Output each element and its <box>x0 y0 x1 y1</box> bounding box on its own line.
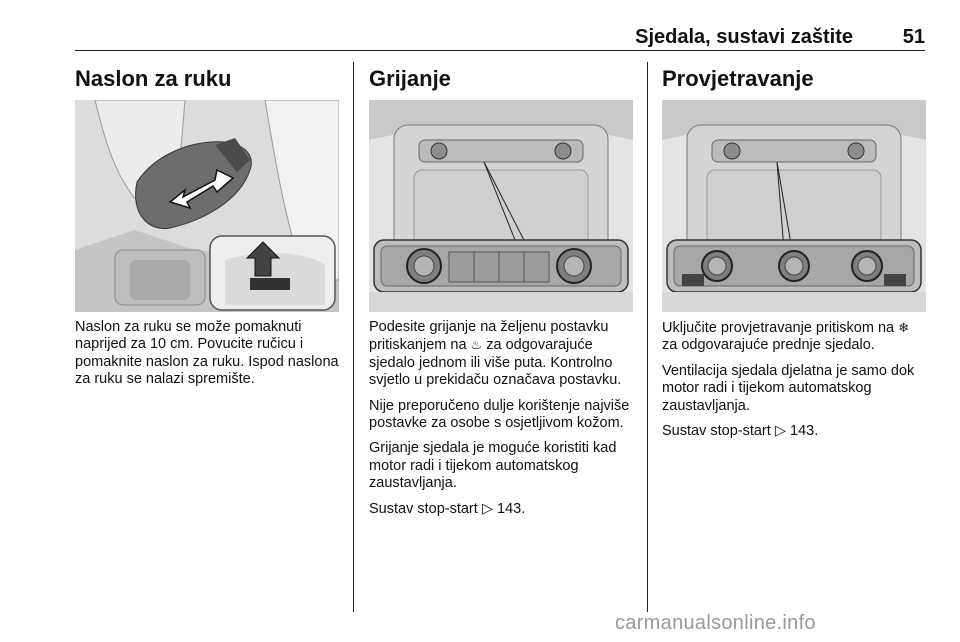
paragraph <box>369 501 633 518</box>
header-title: Sjedala, sustavi zaštite <box>635 26 853 48</box>
section-heading: Grijanje <box>369 66 451 91</box>
section-body <box>75 319 339 397</box>
watermark: carmanualsonline.info <box>615 612 816 634</box>
armrest-drawing <box>75 100 339 312</box>
page-reference-icon: ▷ <box>774 423 786 440</box>
paragraph: Naslon za ruku se može pomaknuti naprijed za 10 cm. Povucite ručicu i pomaknite naslon za ruku. Ispod naslona za ruku se nalazi spremište. <box>75 319 339 388</box>
paragraph: Grijanje sjedala je moguće koristiti kad motor radi i tijekom automatskog zaustavljanja. <box>369 440 617 492</box>
paragraph-text: Sustav stop-start <box>662 423 771 440</box>
paragraph <box>662 423 926 440</box>
section-heading: Provjetravanje <box>662 66 814 91</box>
page-reference: 143. <box>790 423 819 440</box>
paragraph-text: za odgovarajuće sjedalo jednom ili više puta. Kontrolno svjetlo u prekidaču označava postavku. <box>369 337 622 389</box>
seat-heat-icon: ♨ <box>470 337 483 353</box>
ventilation-controls-illustration <box>662 100 926 312</box>
page-header <box>75 26 925 48</box>
paragraph-text: Uključite provjetravanje pritiskom na <box>662 320 895 336</box>
column-divider <box>647 62 648 612</box>
heating-controls-illustration <box>369 100 633 312</box>
section-heading: Naslon za ruku <box>75 66 232 91</box>
page-reference: 143. <box>497 500 526 517</box>
paragraph <box>662 319 926 355</box>
paragraph-text: Sustav stop-start <box>369 500 478 517</box>
ventilation-drawing <box>662 100 926 312</box>
seat-ventilation-icon: ❄ <box>898 320 910 335</box>
section-body <box>369 319 633 526</box>
section-heating <box>369 62 633 517</box>
paragraph: Ventilacija sjedala djelatna je samo dok motor radi i tijekom automatskog zaustavljanja. <box>662 362 915 414</box>
paragraph: Nije preporučeno dulje korištenje najviše postavke za osobe s osjetljivom kožom. <box>369 397 630 432</box>
page-reference-icon: ▷ <box>481 500 493 517</box>
column-divider <box>353 62 354 612</box>
paragraph-text: za odgovarajuće prednje sjedalo. <box>662 337 875 354</box>
page-number: 51 <box>902 26 925 48</box>
paragraph <box>369 319 633 390</box>
section-body <box>662 319 926 448</box>
paragraph-text: Podesite grijanje na željenu postavku pritiskanjem na <box>369 319 609 354</box>
header-rule <box>75 50 925 51</box>
armrest-illustration <box>75 100 339 312</box>
section-ventilation <box>662 62 926 440</box>
section-armrest <box>75 62 339 388</box>
heating-drawing <box>369 100 633 312</box>
